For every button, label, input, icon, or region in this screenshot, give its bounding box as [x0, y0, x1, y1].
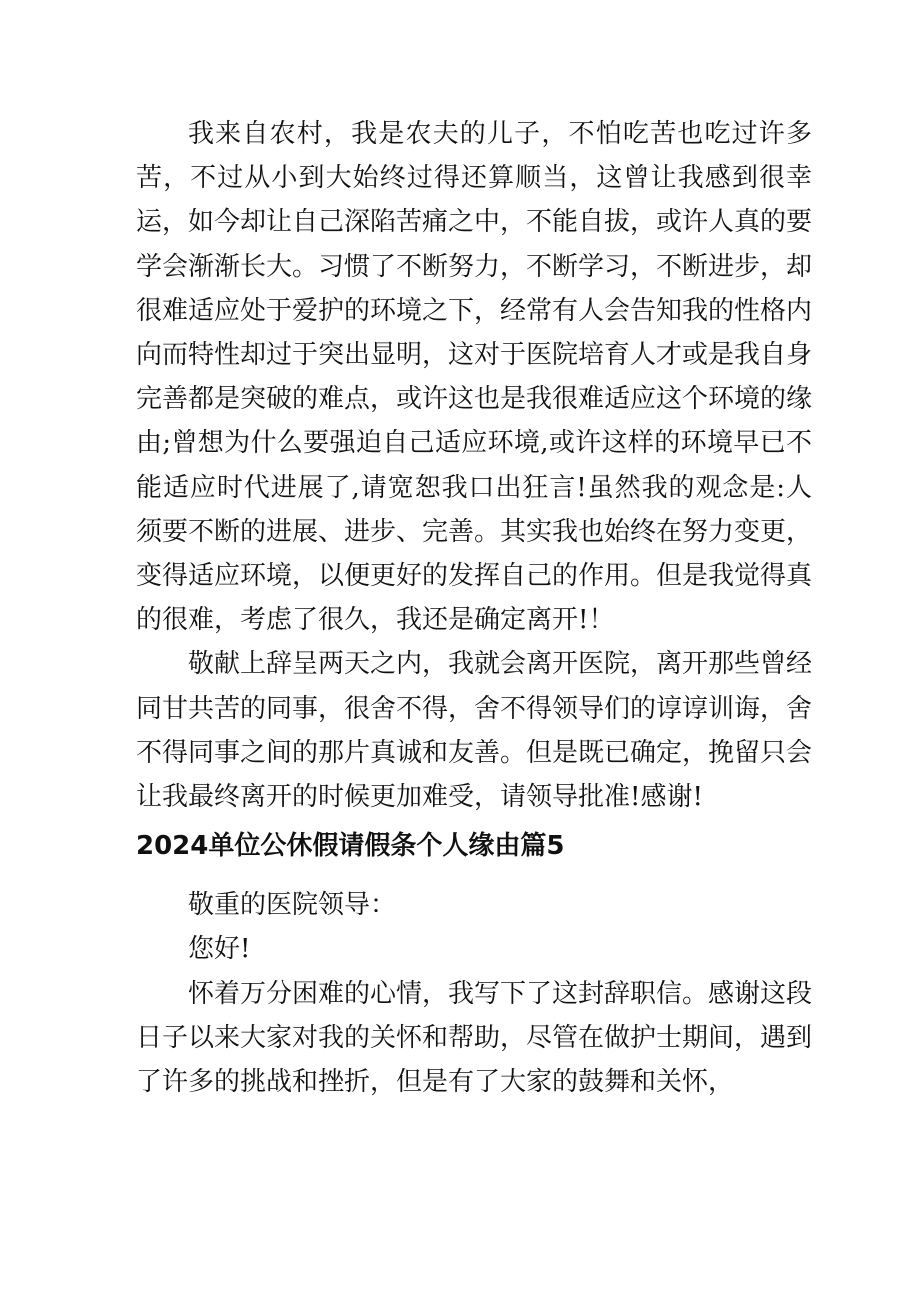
section-heading: 2024单位公休假请假条个人缘由篇5	[136, 831, 565, 862]
document-body	[136, 112, 812, 1104]
body-paragraph: 我来自农村，我是农夫的儿子，不怕吃苦也吃过许多苦，不过从小到大始终过得还算顺当，这曾让我感到很幸运，如今却让自己深陷苦痛之中，不能自拔，或许人真的要学会渐渐长大。习惯了不断努力，不断学习，不断进步，却很难适应处于爱护的环境之下，经常有人会告知我的性格内向而特性却过于突出显明，这对于医院培育人才或是我自身完善都是突破的难点，或许这也是我很难适应这个环境的缘由;曾想为什么要强迫自己适应环境,或许这样的环境早已不能适应时代进展了,请宽恕我口出狂言!虽然我的观念是:人须要不断的进展、进步、完善。其实我也始终在努力变更，变得适应环境，以便更好的发挥自己的作用。但是我觉得真的很难，考虑了很久，我还是确定离开!！	[136, 119, 813, 636]
body-paragraph: 怀着万分困难的心情，我写下了这封辞职信。感谢这段日子以来大家对我的关怀和帮助，尽管在做护士期间，遇到了许多的挑战和挫折，但是有了大家的鼓舞和关怀，	[136, 978, 813, 1098]
letter-salutation: 敬重的医院领导：	[188, 890, 397, 921]
letter-greeting: 您好!	[188, 934, 251, 965]
body-paragraph: 敬献上辞呈两天之内，我就会离开医院，离开那些曾经同甘共苦的同事，很舍不得，舍不得领导们的谆谆训诲，舍不得同事之间的那片真诚和友善。但是既已确定，挽留只会让我最终离开的时候更加难受，请领导批准!感谢!	[136, 649, 813, 813]
